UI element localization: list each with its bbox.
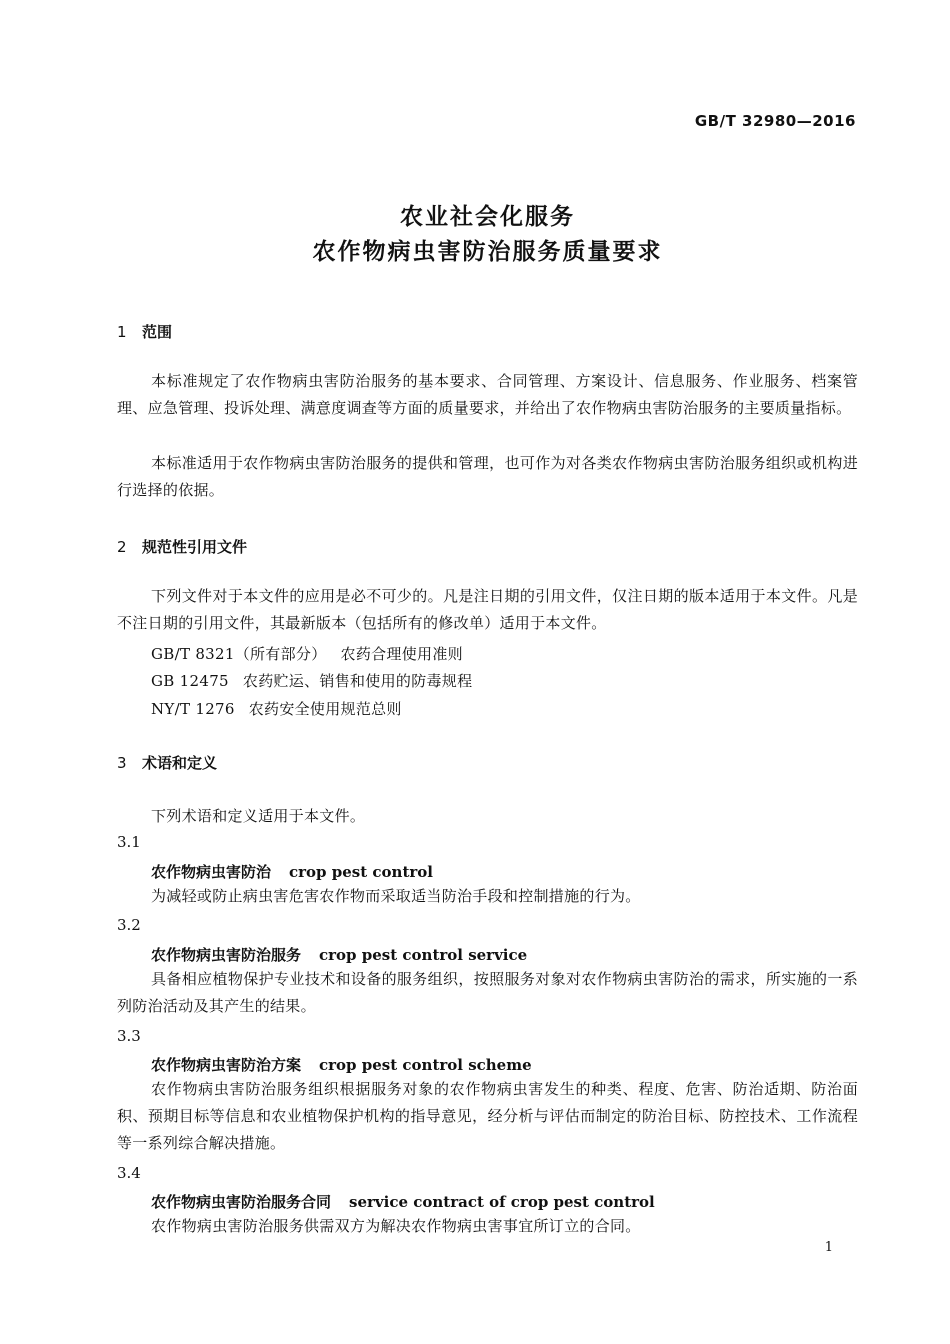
reference-code: GB/T 8321（所有部分） — [151, 645, 327, 663]
reference-item — [151, 698, 402, 719]
term-en: crop pest control scheme — [319, 1056, 532, 1074]
reference-name: 农药安全使用规范总则 — [248, 700, 402, 718]
term-definition: 农作物病虫害防治服务组织根据服务对象的农作物病虫害发生的种类、程度、危害、防治适期、防治面积、预期目标等信息和农业植物保护机构的指导意见，经分析与评估而制定的防治目标、防控技术、工作流程等一系列综合解决措施。 — [117, 1080, 858, 1152]
term-zh: 农作物病虫害防治服务 — [151, 946, 302, 964]
term-heading — [151, 861, 433, 882]
section-2-number: 2 — [117, 538, 127, 556]
section-1-paragraph-2: 本标准适用于农作物病虫害防治服务的提供和管理，也可作为对各类农作物病虫害防治服务组织或机构进行选择的依据。 — [117, 454, 858, 499]
section-2-title: 规范性引用文件 — [142, 538, 248, 556]
title-line-2: 农作物病虫害防治服务质量要求 — [312, 239, 663, 265]
reference-code: NY/T 1276 — [151, 700, 235, 718]
term-heading — [151, 1054, 532, 1075]
reference-name: 农药合理使用准则 — [340, 645, 463, 663]
section-1-heading — [117, 321, 172, 342]
section-1-title: 范围 — [142, 323, 173, 341]
reference-code: GB 12475 — [151, 672, 229, 690]
term-definition: 农作物病虫害防治服务供需双方为解决农作物病虫害事宜所订立的合同。 — [151, 1217, 641, 1235]
section-1-number: 1 — [117, 323, 127, 341]
section-3-title: 术语和定义 — [142, 754, 218, 772]
term-heading — [151, 944, 527, 965]
term-number: 3.2 — [117, 916, 141, 934]
page-number: 1 — [824, 1240, 833, 1255]
term-zh: 农作物病虫害防治服务合同 — [151, 1193, 332, 1211]
section-3-number: 3 — [117, 754, 127, 772]
term-zh: 农作物病虫害防治方案 — [151, 1056, 302, 1074]
reference-item — [151, 670, 472, 691]
term-number: 3.4 — [117, 1164, 141, 1182]
standard-code: GB/T 32980—2016 — [694, 112, 856, 130]
section-2-heading — [117, 536, 247, 557]
term-number: 3.3 — [117, 1027, 141, 1045]
term-definition: 具备相应植物保护专业技术和设备的服务组织，按照服务对象对农作物病虫害防治的需求，所实施的一系列防治活动及其产生的结果。 — [117, 970, 858, 1015]
term-definition: 为减轻或防止病虫害危害农作物而采取适当防治手段和控制措施的行为。 — [151, 887, 641, 905]
term-number: 3.1 — [117, 833, 141, 851]
term-en: crop pest control service — [319, 946, 528, 964]
section-3-heading — [117, 752, 217, 773]
term-en: crop pest control — [289, 863, 433, 881]
section-3-intro: 下列术语和定义适用于本文件。 — [151, 807, 366, 825]
section-2-paragraph: 下列文件对于本文件的应用是必不可少的。凡是注日期的引用文件，仅注日期的版本适用于本文件。凡是不注日期的引用文件，其最新版本（包括所有的修改单）适用于本文件。 — [117, 587, 858, 632]
term-en: service contract of crop pest control — [349, 1193, 655, 1211]
title-line-1: 农业社会化服务 — [400, 204, 575, 230]
reference-name: 农药贮运、销售和使用的防毒规程 — [242, 672, 473, 690]
reference-item — [151, 643, 463, 664]
term-heading — [151, 1191, 655, 1212]
section-1-paragraph-1: 本标准规定了农作物病虫害防治服务的基本要求、合同管理、方案设计、信息服务、作业服务、档案管理、应急管理、投诉处理、满意度调查等方面的质量要求，并给出了农作物病虫害防治服务的主要质量指标。 — [117, 372, 858, 417]
term-zh: 农作物病虫害防治 — [151, 863, 272, 881]
